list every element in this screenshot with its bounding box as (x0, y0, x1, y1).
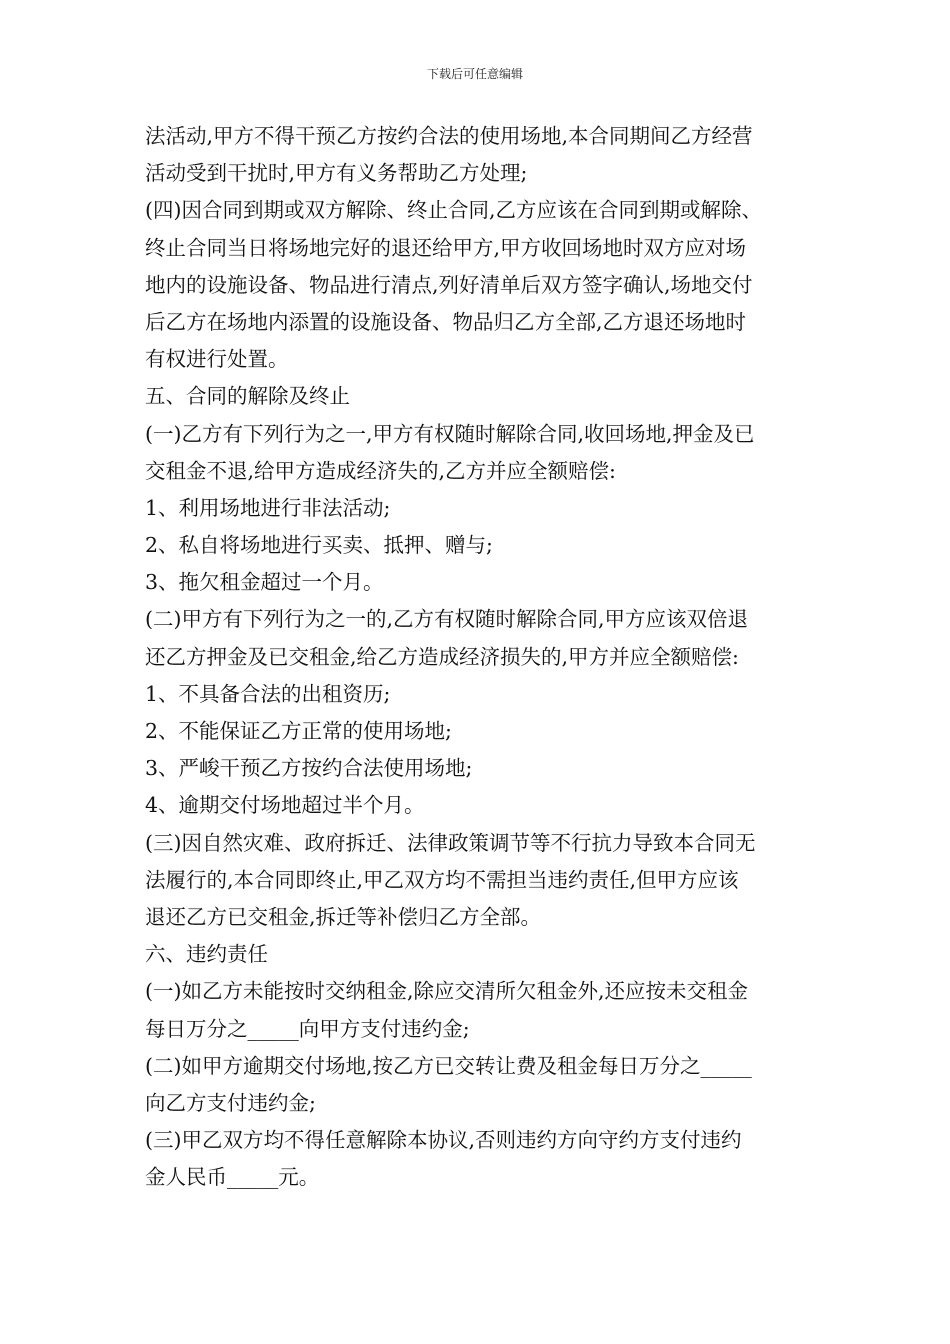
list-item: 2、不能保证乙方正常的使用场地; (145, 719, 452, 743)
section-heading: 五、合同的解除及终止 (145, 384, 350, 409)
text-line: (二)如甲方逾期交付场地,按乙方已交转让费及租金每日万分之_____ (145, 1053, 752, 1078)
document-body (145, 118, 815, 1196)
list-item: 1、不具备合法的出租资历; (145, 681, 391, 706)
text-line: (二)甲方有下列行为之一的,乙方有权随时解除合同,甲方应该双倍退 (145, 607, 749, 632)
text-line: 终止合同当日将场地完好的退还给甲方,甲方收回场地时双方应对场 (145, 235, 747, 260)
text-line: 有权进行处置。 (145, 347, 289, 372)
list-item: 3、拖欠租金超过一个月。 (145, 570, 384, 595)
list-item: 3、严峻干预乙方按约合法使用场地; (145, 756, 473, 781)
text-line: 向乙方支付违约金; (145, 1090, 316, 1115)
text-line: 法履行的,本合同即终止,甲乙双方均不需担当违约责任,但甲方应该 (145, 867, 739, 892)
list-item: 1、利用场地进行非法活动; (145, 495, 391, 520)
page-header: 下载后可任意编辑 (426, 67, 523, 81)
text-line: 交租金不退,给甲方造成经济失的,乙方并应全额赔偿: (145, 458, 616, 483)
text-line: 法活动,甲方不得干预乙方按约合法的使用场地,本合同期间乙方经营 (145, 124, 753, 148)
text-line: 退还乙方已交租金,拆迁等补偿归乙方全部。 (145, 904, 542, 929)
text-line: (四)因合同到期或双方解除、终止合同,乙方应该在合同到期或解除、 (145, 198, 763, 223)
list-item: 2、私自将场地进行买卖、抵押、赠与; (145, 533, 493, 558)
section-heading: 六、违约责任 (145, 942, 268, 967)
text-line: 金人民币_____元。 (145, 1165, 320, 1190)
text-line: 还乙方押金及已交租金,给乙方造成经济损失的,甲方并应全额赔偿: (145, 644, 739, 669)
text-line: (一)如乙方未能按时交纳租金,除应交清所欠租金外,还应按未交租金 (145, 979, 749, 1004)
text-line: (三)甲乙双方均不得任意解除本协议,否则违约方向守约方支付违约 (145, 1128, 742, 1153)
list-item: 4、逾期交付场地超过半个月。 (145, 793, 425, 818)
text-line: 地内的设施设备、物品进行清点,列好清单后双方签字确认,场地交付 (145, 272, 753, 297)
text-line: 后乙方在场地内添置的设施设备、物品归乙方全部,乙方退还场地时 (145, 309, 747, 334)
text-line: (一)乙方有下列行为之一,甲方有权随时解除合同,收回场地,押金及已 (145, 421, 755, 446)
text-line: 每日万分之_____向甲方支付违约金; (145, 1016, 470, 1041)
text-line: (三)因自然灾难、政府拆迁、法律政策调节等不行抗力导致本合同无 (145, 830, 756, 855)
text-line: 活动受到干扰时,甲方有义务帮助乙方处理; (145, 161, 528, 186)
